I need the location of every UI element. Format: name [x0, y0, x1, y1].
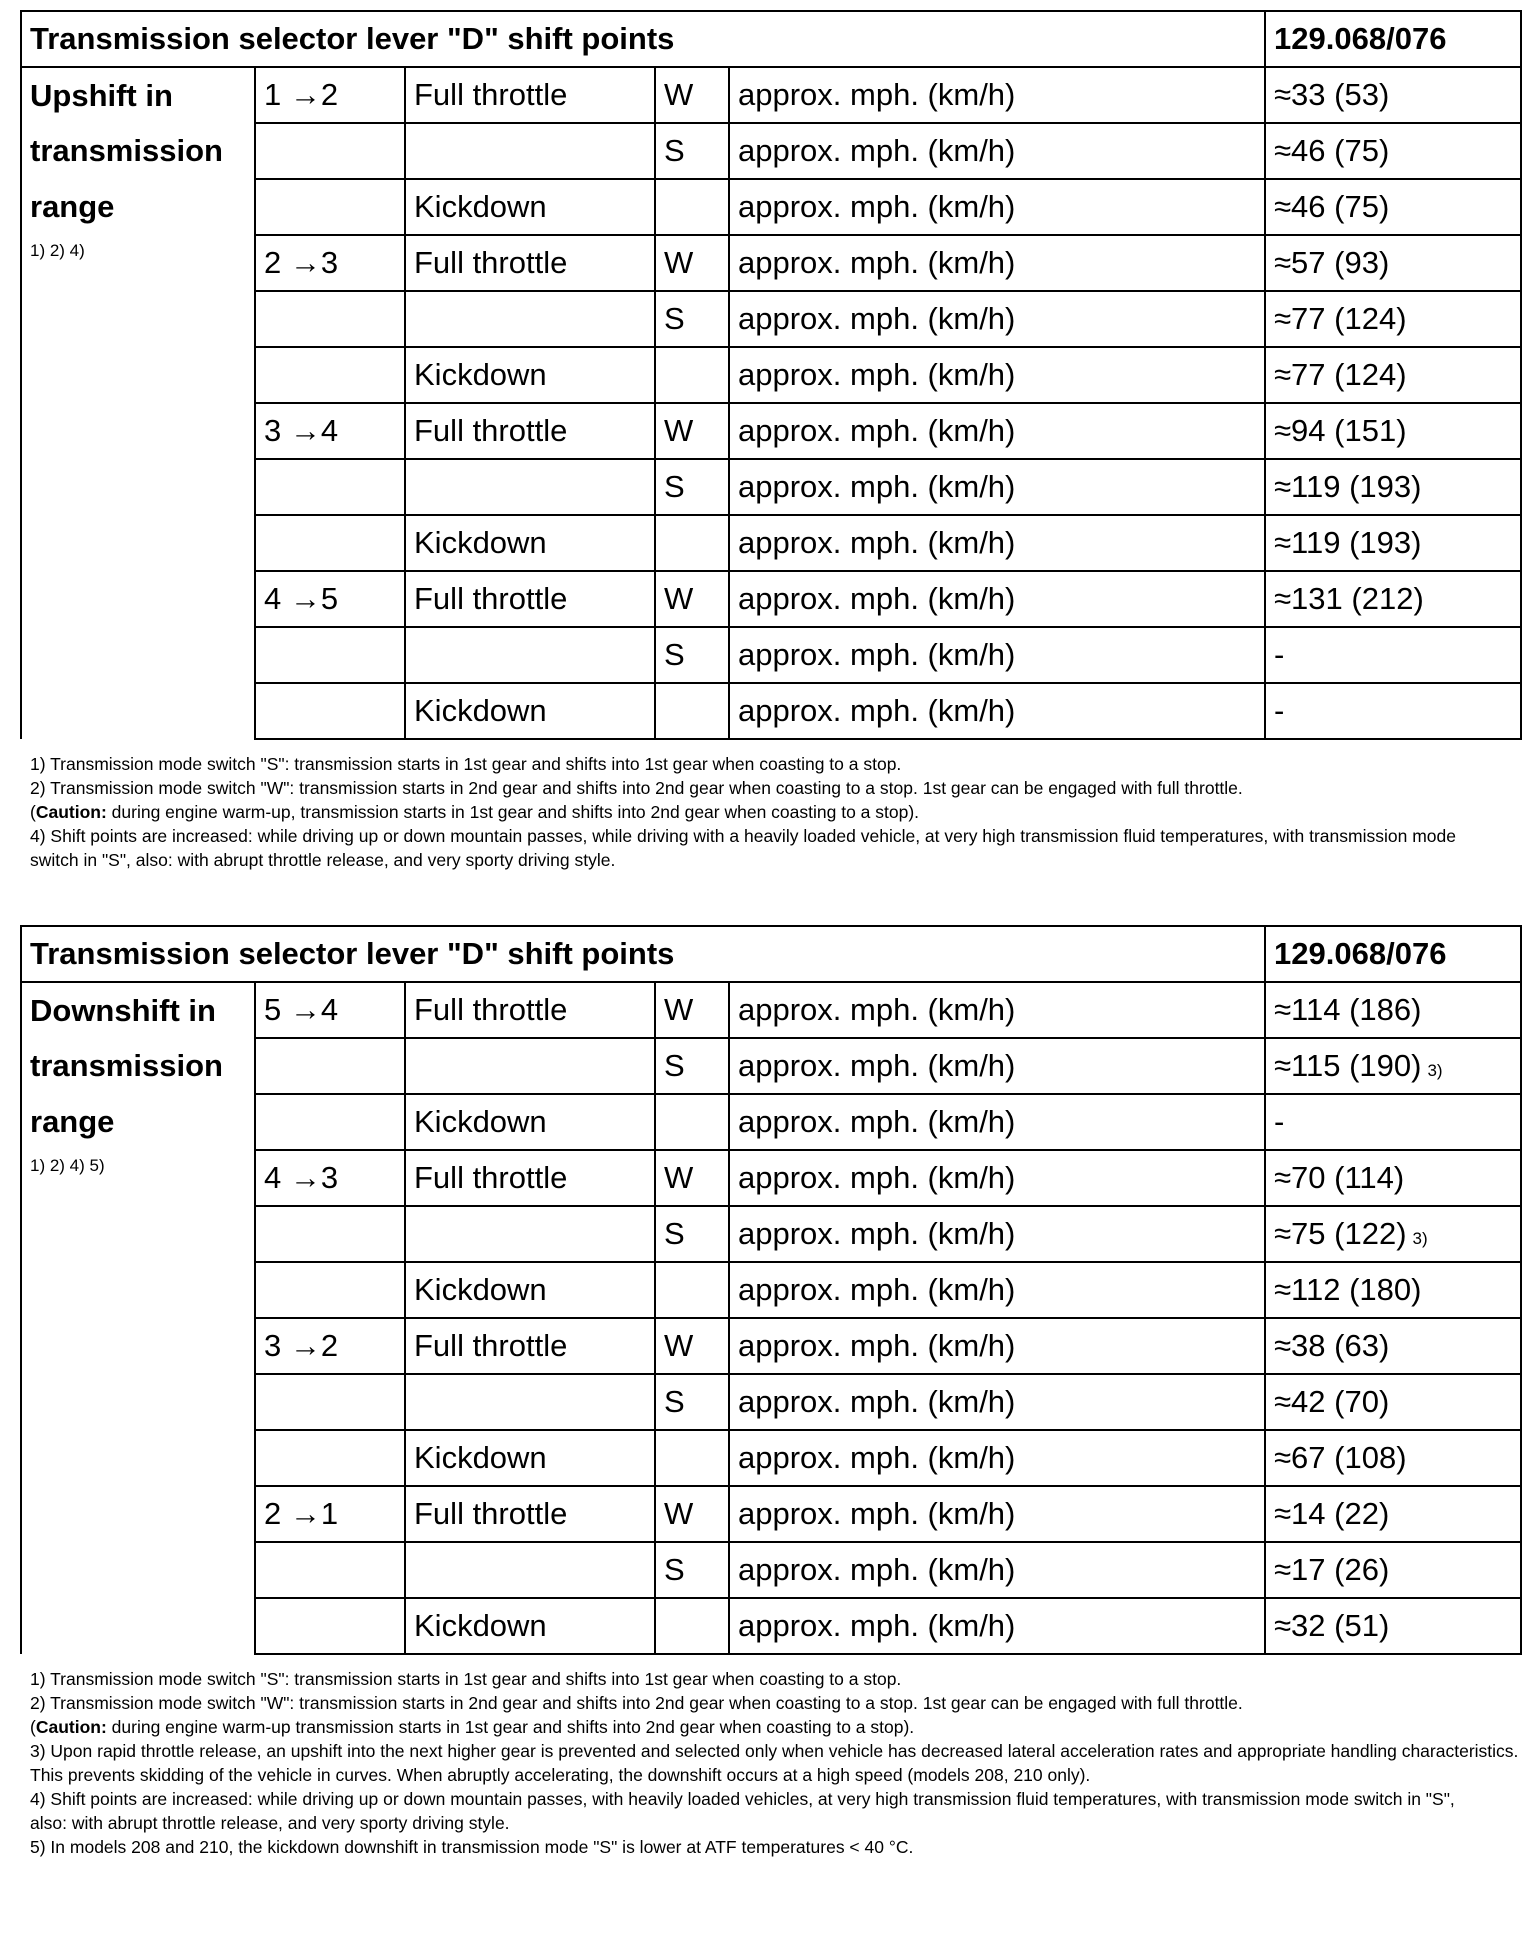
- table-row: [21, 1150, 1521, 1206]
- condition-cell: Full throttle: [405, 403, 655, 459]
- value-cell: ≈115 (190) 3): [1265, 1038, 1521, 1094]
- mode-cell: W: [655, 235, 729, 291]
- condition-cell: Kickdown: [405, 179, 655, 235]
- value-cell: ≈119 (193): [1265, 515, 1521, 571]
- value-cell: ≈57 (93): [1265, 235, 1521, 291]
- range-footnote-refs: 1) 2) 4): [21, 235, 255, 739]
- value-cell: ≈119 (193): [1265, 459, 1521, 515]
- shift-cell: [255, 627, 405, 683]
- shift-cell: [255, 347, 405, 403]
- unit-cell: approx. mph. (km/h): [729, 347, 1265, 403]
- footnote-ref: 3): [1412, 1229, 1428, 1248]
- condition-cell: Full throttle: [405, 235, 655, 291]
- mode-cell: [655, 1598, 729, 1654]
- condition-cell: Kickdown: [405, 515, 655, 571]
- condition-cell: [405, 1038, 655, 1094]
- unit-cell: approx. mph. (km/h): [729, 291, 1265, 347]
- shift-cell: 3 →4: [255, 403, 405, 459]
- shift-cell: [255, 1374, 405, 1430]
- shift-cell: 2 →1: [255, 1486, 405, 1542]
- mode-cell: S: [655, 627, 729, 683]
- condition-cell: Kickdown: [405, 1262, 655, 1318]
- mode-cell: [655, 179, 729, 235]
- value-cell: -: [1265, 683, 1521, 739]
- condition-cell: [405, 1542, 655, 1598]
- condition-cell: Kickdown: [405, 347, 655, 403]
- mode-cell: S: [655, 1038, 729, 1094]
- footnote-4: 4) Shift points are increased: while driving up or down mountain passes, with heavily loaded vehicles, at very high transmission fluid temperatures, with transmission mode switch in "S",: [30, 1789, 1455, 1809]
- mode-cell: [655, 515, 729, 571]
- condition-cell: Kickdown: [405, 683, 655, 739]
- table-row: [21, 1094, 1521, 1150]
- shift-cell: 4 →5: [255, 571, 405, 627]
- mode-cell: W: [655, 403, 729, 459]
- condition-cell: Full throttle: [405, 1150, 655, 1206]
- unit-cell: approx. mph. (km/h): [729, 123, 1265, 179]
- table-row: [21, 1038, 1521, 1094]
- shift-cell: [255, 1094, 405, 1150]
- value-cell: ≈46 (75): [1265, 123, 1521, 179]
- range-label: range: [21, 179, 255, 235]
- value-cell: ≈94 (151): [1265, 403, 1521, 459]
- unit-cell: approx. mph. (km/h): [729, 515, 1265, 571]
- condition-cell: Full throttle: [405, 1486, 655, 1542]
- value-cell: ≈131 (212): [1265, 571, 1521, 627]
- value-cell: -: [1265, 1094, 1521, 1150]
- mode-cell: [655, 1094, 729, 1150]
- value-cell: -: [1265, 627, 1521, 683]
- footnote-2: 2) Transmission mode switch "W": transmission starts in 2nd gear and shifts into 2nd gear when coasting to a stop. 1st gear can be engaged with full throttle.: [30, 778, 1243, 798]
- shift-cell: [255, 1206, 405, 1262]
- mode-cell: [655, 1262, 729, 1318]
- caution-label: Caution:: [35, 1717, 107, 1737]
- mode-cell: W: [655, 571, 729, 627]
- mode-cell: S: [655, 291, 729, 347]
- downshift-table: [20, 925, 1522, 1655]
- upshift-table: [20, 10, 1522, 740]
- document-code: 129.068/076: [1265, 926, 1521, 982]
- shift-cell: [255, 1598, 405, 1654]
- mode-cell: W: [655, 1486, 729, 1542]
- value-cell: ≈75 (122) 3): [1265, 1206, 1521, 1262]
- unit-cell: approx. mph. (km/h): [729, 235, 1265, 291]
- footnote-2: 2) Transmission mode switch "W": transmission starts in 2nd gear and shifts into 2nd gear when coasting to a stop. 1st gear can be engaged with full throttle.: [30, 1693, 1243, 1713]
- table-row: [21, 67, 1521, 123]
- mode-cell: W: [655, 67, 729, 123]
- footnote-3: 3) Upon rapid throttle release, an upshift into the next higher gear is prevented and selected only when vehicle has decreased lateral acceleration rates and appropriate handling characteristics.: [30, 1741, 1519, 1761]
- downshift-section: [20, 925, 1520, 1859]
- range-label: transmission: [21, 123, 255, 179]
- table-title: Transmission selector lever "D" shift points: [21, 11, 1265, 67]
- mode-cell: [655, 347, 729, 403]
- mode-cell: [655, 683, 729, 739]
- mode-cell: [655, 1430, 729, 1486]
- shift-cell: 1 →2: [255, 67, 405, 123]
- shift-cell: [255, 179, 405, 235]
- condition-cell: [405, 291, 655, 347]
- condition-cell: [405, 627, 655, 683]
- condition-cell: Kickdown: [405, 1094, 655, 1150]
- condition-cell: [405, 1206, 655, 1262]
- value-cell: ≈77 (124): [1265, 347, 1521, 403]
- range-label: Downshift in: [21, 982, 255, 1038]
- footnote-caution: (Caution: during engine warm-up transmission starts in 1st gear and shifts into 2nd gear when coasting to a stop).: [30, 1717, 915, 1737]
- value-cell: ≈14 (22): [1265, 1486, 1521, 1542]
- document-code: 129.068/076: [1265, 11, 1521, 67]
- value-cell: ≈32 (51): [1265, 1598, 1521, 1654]
- footnote-ref: 3): [1427, 1061, 1443, 1080]
- footnote-1: 1) Transmission mode switch "S": transmission starts in 1st gear and shifts into 1st gear when coasting to a stop.: [30, 754, 902, 774]
- table-title-row: [21, 926, 1521, 982]
- unit-cell: approx. mph. (km/h): [729, 459, 1265, 515]
- unit-cell: approx. mph. (km/h): [729, 1094, 1265, 1150]
- condition-cell: Kickdown: [405, 1430, 655, 1486]
- unit-cell: approx. mph. (km/h): [729, 1262, 1265, 1318]
- unit-cell: approx. mph. (km/h): [729, 179, 1265, 235]
- unit-cell: approx. mph. (km/h): [729, 1598, 1265, 1654]
- value-cell: ≈46 (75): [1265, 179, 1521, 235]
- downshift-footnotes: [30, 1667, 1520, 1859]
- caution-label: Caution:: [35, 802, 107, 822]
- table-row: [21, 179, 1521, 235]
- shift-cell: [255, 683, 405, 739]
- table-row: [21, 123, 1521, 179]
- mode-cell: W: [655, 1150, 729, 1206]
- mode-cell: S: [655, 459, 729, 515]
- shift-cell: [255, 1542, 405, 1598]
- unit-cell: approx. mph. (km/h): [729, 67, 1265, 123]
- footnote-4-cont: switch in "S", also: with abrupt throttle release, and very sporty driving style.: [30, 850, 616, 870]
- mode-cell: S: [655, 123, 729, 179]
- range-label: range: [21, 1094, 255, 1150]
- condition-cell: Full throttle: [405, 982, 655, 1038]
- value-cell: ≈70 (114): [1265, 1150, 1521, 1206]
- value-cell: ≈38 (63): [1265, 1318, 1521, 1374]
- range-footnote-refs: 1) 2) 4) 5): [21, 1150, 255, 1654]
- shift-cell: [255, 459, 405, 515]
- value-cell: ≈114 (186): [1265, 982, 1521, 1038]
- shift-cell: [255, 291, 405, 347]
- shift-cell: [255, 1262, 405, 1318]
- unit-cell: approx. mph. (km/h): [729, 627, 1265, 683]
- unit-cell: approx. mph. (km/h): [729, 1374, 1265, 1430]
- mode-cell: S: [655, 1206, 729, 1262]
- value-cell: ≈17 (26): [1265, 1542, 1521, 1598]
- value-cell: ≈33 (53): [1265, 67, 1521, 123]
- table-title: Transmission selector lever "D" shift points: [21, 926, 1265, 982]
- condition-cell: Full throttle: [405, 67, 655, 123]
- range-label: Upshift in: [21, 67, 255, 123]
- condition-cell: Full throttle: [405, 1318, 655, 1374]
- shift-cell: [255, 515, 405, 571]
- shift-cell: 5 →4: [255, 982, 405, 1038]
- mode-cell: W: [655, 1318, 729, 1374]
- unit-cell: approx. mph. (km/h): [729, 1038, 1265, 1094]
- range-label: transmission: [21, 1038, 255, 1094]
- value-cell: ≈42 (70): [1265, 1374, 1521, 1430]
- footnote-3-cont: This prevents skidding of the vehicle in curves. When abruptly accelerating, the downshift occurs at a high speed (models 208, 210 only).: [30, 1765, 1091, 1785]
- condition-cell: [405, 459, 655, 515]
- table-title-row: [21, 11, 1521, 67]
- unit-cell: approx. mph. (km/h): [729, 1206, 1265, 1262]
- unit-cell: approx. mph. (km/h): [729, 1318, 1265, 1374]
- shift-cell: 3 →2: [255, 1318, 405, 1374]
- unit-cell: approx. mph. (km/h): [729, 1430, 1265, 1486]
- table-row: [21, 982, 1521, 1038]
- table-row: [21, 235, 1521, 291]
- unit-cell: approx. mph. (km/h): [729, 403, 1265, 459]
- unit-cell: approx. mph. (km/h): [729, 1486, 1265, 1542]
- shift-cell: 2 →3: [255, 235, 405, 291]
- value-cell: ≈67 (108): [1265, 1430, 1521, 1486]
- unit-cell: approx. mph. (km/h): [729, 1542, 1265, 1598]
- unit-cell: approx. mph. (km/h): [729, 571, 1265, 627]
- shift-cell: 4 →3: [255, 1150, 405, 1206]
- condition-cell: Full throttle: [405, 571, 655, 627]
- mode-cell: W: [655, 982, 729, 1038]
- upshift-section: [20, 10, 1520, 872]
- footnote-caution: (Caution: during engine warm-up, transmission starts in 1st gear and shifts into 2nd gear when coasting to a stop).: [30, 802, 920, 822]
- mode-cell: S: [655, 1374, 729, 1430]
- unit-cell: approx. mph. (km/h): [729, 683, 1265, 739]
- shift-cell: [255, 1038, 405, 1094]
- footnote-1: 1) Transmission mode switch "S": transmission starts in 1st gear and shifts into 1st gear when coasting to a stop.: [30, 1669, 902, 1689]
- footnote-4: 4) Shift points are increased: while driving up or down mountain passes, while driving with a heavily loaded vehicle, at very high transmission fluid temperatures, with transmission mode: [30, 826, 1456, 846]
- footnote-4-cont: also: with abrupt throttle release, and very sporty driving style.: [30, 1813, 510, 1833]
- unit-cell: approx. mph. (km/h): [729, 982, 1265, 1038]
- value-cell: ≈112 (180): [1265, 1262, 1521, 1318]
- shift-cell: [255, 123, 405, 179]
- value-cell: ≈77 (124): [1265, 291, 1521, 347]
- upshift-footnotes: [30, 752, 1520, 872]
- mode-cell: S: [655, 1542, 729, 1598]
- condition-cell: Kickdown: [405, 1598, 655, 1654]
- footnote-5: 5) In models 208 and 210, the kickdown downshift in transmission mode "S" is lower at ATF temperatures < 40 °C.: [30, 1837, 914, 1857]
- condition-cell: [405, 1374, 655, 1430]
- condition-cell: [405, 123, 655, 179]
- shift-cell: [255, 1430, 405, 1486]
- unit-cell: approx. mph. (km/h): [729, 1150, 1265, 1206]
